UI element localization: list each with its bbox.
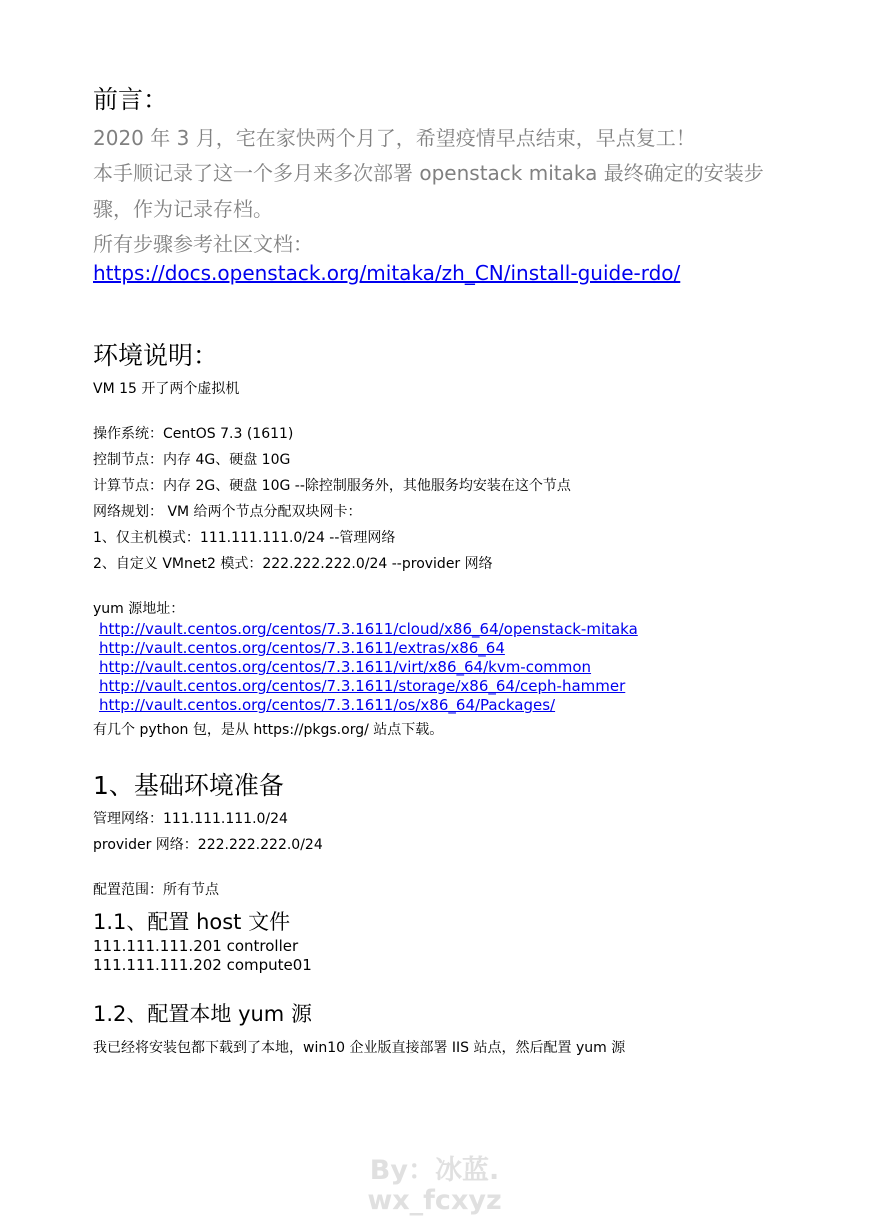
env-net1: 1、仅主机模式：111.111.111.0/24 --管理网络 — [93, 530, 396, 546]
yum-url-link[interactable]: http://vault.centos.org/centos/7.3.1611/virt/x86_64/kvm-common — [99, 658, 592, 676]
watermark-line-2: wx_fcxyz — [367, 1185, 502, 1216]
env-compute: 计算节点：内存 2G、硬盘 10G --除控制服务外，其他服务均安装在这个节点 — [93, 478, 571, 494]
watermark-line-1: By：冰蓝. — [369, 1155, 500, 1186]
provider-network: provider 网络：222.222.222.0/24 — [93, 837, 323, 853]
env-net2: 2、自定义 VMnet2 模式：222.222.222.0/24 --provider 网络 — [93, 556, 493, 572]
hosts-block — [93, 937, 312, 975]
yum-label: yum 源地址： — [93, 601, 185, 617]
install-guide-link[interactable]: https://docs.openstack.org/mitaka/zh_CN/install-guide-rdo/ — [93, 261, 681, 285]
yum-url-link[interactable]: http://vault.centos.org/centos/7.3.1611/os/x86_64/Packages/ — [99, 696, 556, 714]
preface-line-3: 骤，作为记录存档。 — [93, 197, 273, 221]
mgmt-network: 管理网络：111.111.111.0/24 — [93, 811, 288, 827]
env-vm-line: VM 15 开了两个虚拟机 — [93, 381, 240, 397]
python-note: 有几个 python 包，是从 https://pkgs.org/ 站点下载。 — [93, 722, 444, 738]
preface-line-4: 所有步骤参考社区文档： — [93, 232, 313, 256]
host-line: 111.111.111.202 compute01 — [93, 956, 312, 974]
sub2-text: 我已经将安装包都下载到了本地，win10 企业版直接部署 IIS 站点，然后配置 yum 源 — [93, 1040, 626, 1056]
host-line: 111.111.111.201 controller — [93, 937, 299, 955]
yum-url-link[interactable]: http://vault.centos.org/centos/7.3.1611/storage/x86_64/ceph-hammer — [99, 677, 626, 695]
yum-url-link[interactable]: http://vault.centos.org/centos/7.3.1611/cloud/x86_64/openstack-mitaka — [99, 620, 638, 638]
yum-url-link[interactable]: http://vault.centos.org/centos/7.3.1611/extras/x86_64 — [99, 639, 505, 657]
yum-url-list — [99, 620, 638, 715]
sub1-heading: 1.1、配置 host 文件 — [93, 910, 291, 934]
env-os: 操作系统：CentOS 7.3 (1611) — [93, 426, 294, 442]
sub2-heading: 1.2、配置本地 yum 源 — [93, 1002, 312, 1026]
preface-line-2: 本手顺记录了这一个多月来多次部署 openstack mitaka 最终确定的安装步 — [93, 161, 764, 185]
section1-heading: 1、基础环境准备 — [93, 771, 284, 800]
env-heading: 环境说明： — [93, 341, 219, 370]
preface-line-1: 2020 年 3 月，宅在家快两个月了，希望疫情早点结束，早点复工！ — [93, 126, 696, 150]
config-scope: 配置范围：所有节点 — [93, 882, 219, 898]
preface-heading: 前言： — [93, 85, 169, 114]
env-controller: 控制节点：内存 4G、硬盘 10G — [93, 452, 291, 468]
env-network: 网络规划： VM 给两个节点分配双块网卡： — [93, 504, 362, 520]
